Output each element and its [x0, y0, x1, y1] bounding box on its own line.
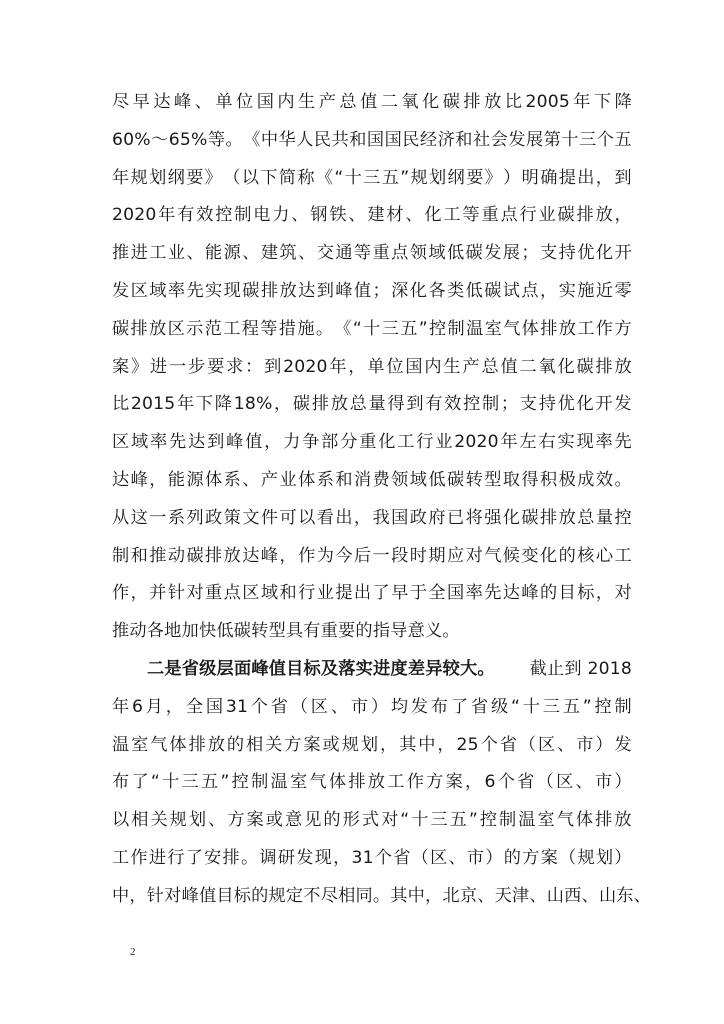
text-line: 工 作 进 行 了 安 排 。 调 研 发 现 ， 31 个 省 （ 区 、 市 ） 的 方 案 （ 规 划 ）	[112, 847, 632, 868]
text-line: 区 域 率 先 达 到 峰 值 ， 力 争 部 分 重 化 工 行 业 2020 年 左 右 实 现 率 先	[112, 432, 632, 453]
paragraph-1	[112, 84, 632, 651]
text-line: 从 这 一 系 列 政 策 文 件 可 以 看 出 ， 我 国 政 府 已 将 强 化 碳 排 放 总 量 控	[112, 507, 632, 528]
text-line: 以 相 关 规 划 、 方 案 或 意 见 的 形 式 对 “ 十 三 五 ” 控 制 温 室 气 体 排 放	[112, 810, 632, 831]
text-line: 推动各地加快低碳转型具有重要的指导意义。	[112, 621, 460, 642]
text-line: 布 了 “ 十 三 五 ” 控 制 温 室 气 体 排 放 工 作 方 案 ， 6 个 省 （ 区 、 市 ）	[112, 772, 632, 793]
text-line: 中 ， 针 对 峰 值 目 标 的 规 定 不 尽 相 同 。 其 中 ， 北 京 、 天 津 、 山 西 、 山 东 、	[112, 885, 652, 906]
text-line: 碳 排 放 区 示 范 工 程 等 措 施 。 《 “ 十 三 五 ” 控 制 温 室 气 体 排 放 工 作 方	[112, 318, 632, 339]
text-line: 推 进 工 业 、 能 源 、 建 筑 、 交 通 等 重 点 领 域 低 碳 发 展 ； 支 持 优 化 开	[112, 243, 632, 264]
paragraph-2	[112, 689, 652, 916]
text-line: 比 2015 年 下 降 18% ， 碳 排 放 总 量 得 到 有 效 控 制 ； 支 持 优 化 开 发	[112, 394, 632, 415]
paragraph-2-heading: 二是省级层面峰值目标及落实进度差异较大。	[147, 658, 495, 679]
body-text	[112, 84, 652, 916]
text-line: 尽 早 达 峰 、 单 位 国 内 生 产 总 值 二 氧 化 碳 排 放 比 2005 年 下 降	[112, 92, 632, 112]
text-line: 2020 年 有 效 控 制 电 力 、 钢 铁 、 建 材 、 化 工 等 重 点 行 业 碳 排 放 ，	[112, 205, 632, 226]
text-line: 60% ～ 65% 等 。 《 中 华 人 民 共 和 国 国 民 经 济 和 社 会 发 展 第 十 三 个 五	[112, 129, 632, 150]
text-line: 案 》 进 一 步 要 求 ： 到 2020 年 ， 单 位 国 内 生 产 总 值 二 氧 化 碳 排 放	[112, 356, 632, 377]
text-line: 发 区 域 率 先 实 现 碳 排 放 达 到 峰 值 ； 深 化 各 类 低 碳 试 点 ， 实 施 近 零	[112, 280, 632, 301]
text-line: 达 峰 ， 能 源 体 系 、 产 业 体 系 和 消 费 领 域 低 碳 转 型 取 得 积 极 成 效 。	[112, 469, 632, 490]
text-line: 温 室 气 体 排 放 的 相 关 方 案 或 规 划 ， 其 中 ， 25 个 省 （ 区 、 市 ） 发	[112, 734, 632, 755]
text-line: 作 ， 并 针 对 重 点 区 域 和 行 业 提 出 了 早 于 全 国 率 先 达 峰 的 目 标 ， 对	[112, 583, 632, 604]
paragraph-2-first-line-rest: 截止到 2018	[529, 658, 632, 679]
paragraph-2-first-line	[112, 651, 632, 689]
page-number: 2	[130, 946, 136, 958]
text-line: 年 6 月 ， 全 国 31 个 省 （ 区 、 市 ） 均 发 布 了 省 级 “ 十 三 五 ” 控 制	[112, 696, 632, 717]
text-line: 制 和 推 动 碳 排 放 达 峰 ， 作 为 今 后 一 段 时 期 应 对 气 候 变 化 的 核 心 工	[112, 545, 632, 566]
text-line: 年 规 划 纲 要 》 （ 以 下 简 称 《 “ 十 三 五 ” 规 划 纲 要 》 ） 明 确 提 出 ， 到	[112, 167, 632, 188]
